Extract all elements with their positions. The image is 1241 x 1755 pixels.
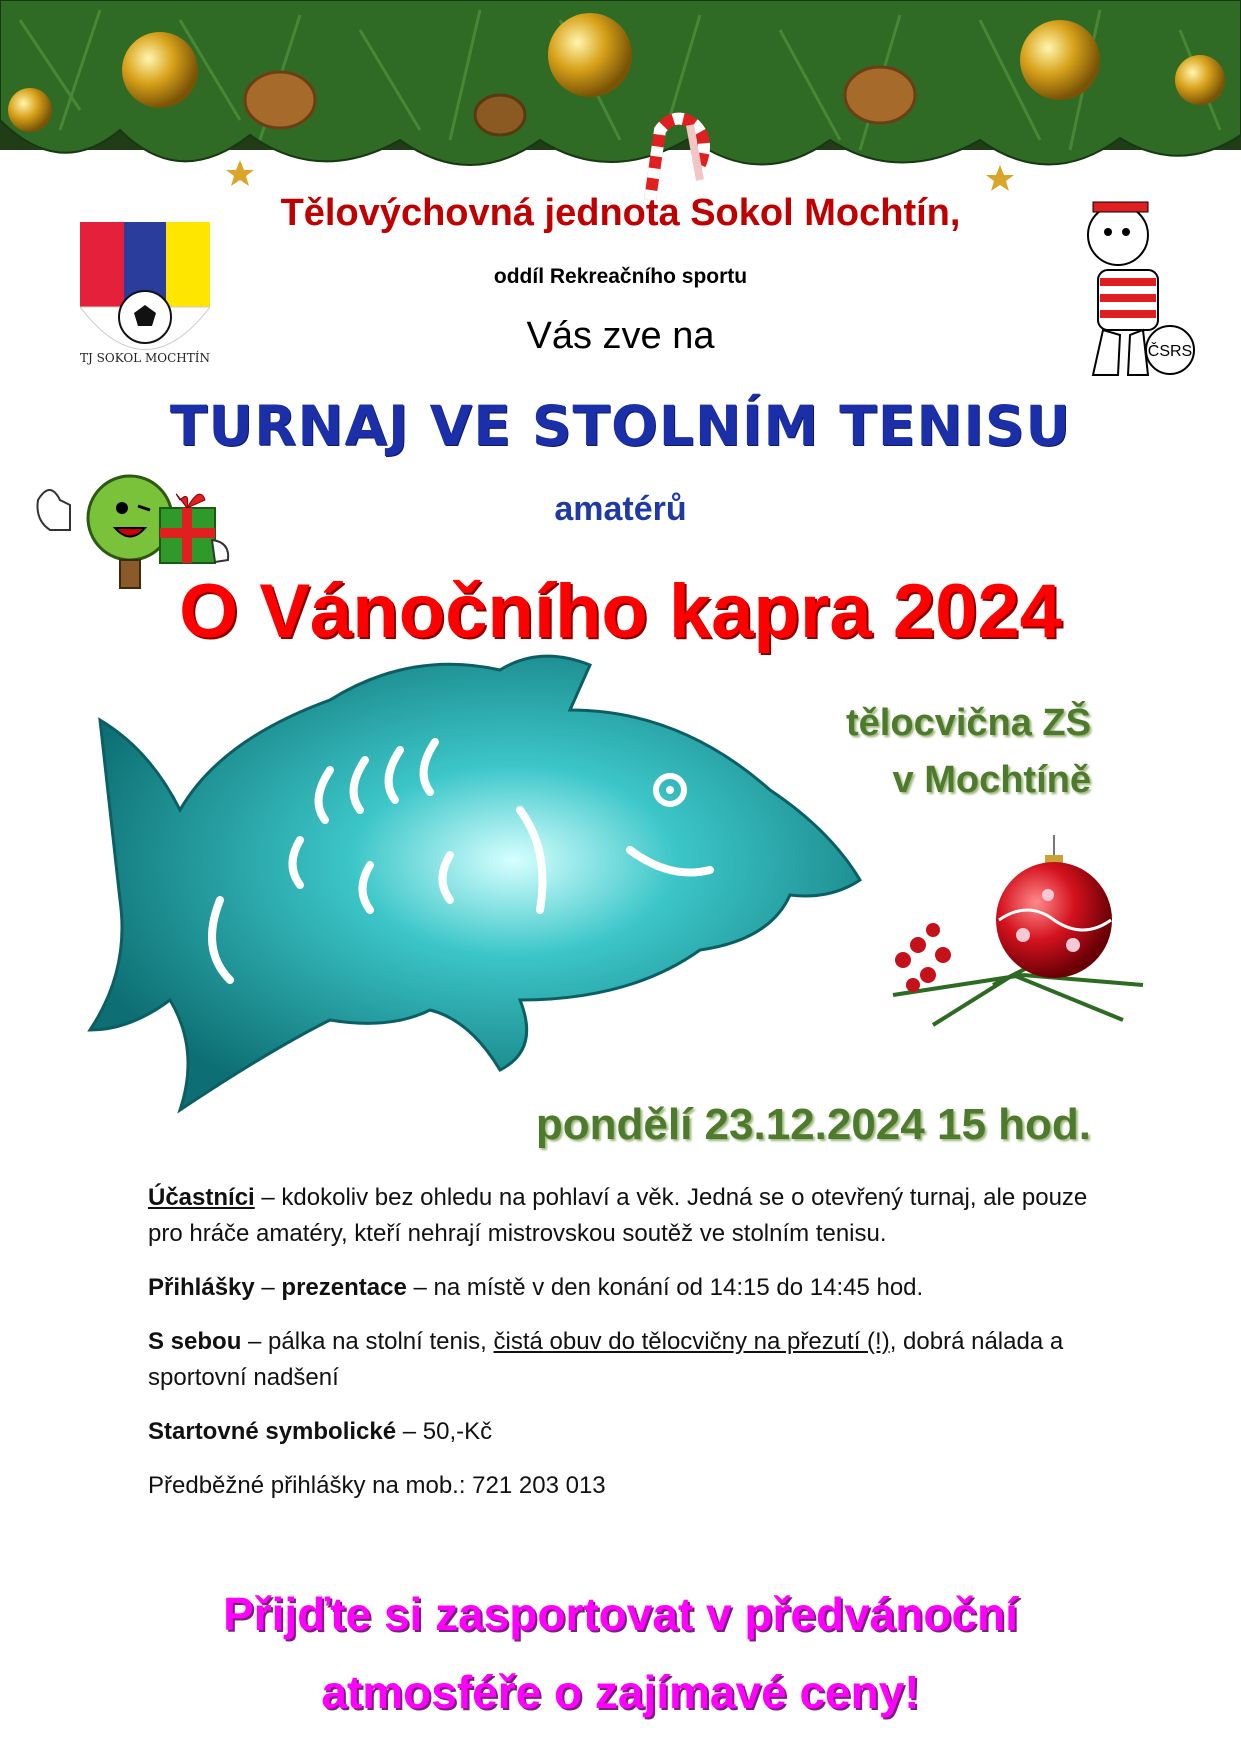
fee-paragraph <box>148 1414 1088 1450</box>
fee-text: – 50,-Kč <box>396 1418 493 1445</box>
venue-line-2: v Mochtíně <box>892 759 1091 801</box>
participants-label: Účastníci <box>148 1184 255 1211</box>
registration-paragraph <box>148 1270 1088 1306</box>
christmas-garland-decoration <box>0 0 1241 200</box>
registration-text: – na místě v den konání od 14:15 do 14:45 hod. <box>406 1274 924 1301</box>
invite-text: Vás zve na <box>526 315 715 357</box>
christmas-bauble-decoration <box>873 835 1148 1030</box>
venue <box>846 695 1091 809</box>
bring-paragraph <box>148 1324 1088 1396</box>
event-info <box>148 1180 1088 1522</box>
venue-line-1: tělocvična ZŠ <box>846 702 1091 744</box>
carp-fish-illustration <box>70 650 870 1120</box>
participants-paragraph <box>148 1180 1088 1252</box>
organization-name: Tělovýchovná jednota Sokol Mochtín, <box>280 192 961 234</box>
registration-separator: – <box>254 1274 282 1301</box>
cup-name: O Vánočního kapra 2024 <box>179 569 1062 654</box>
closing-message <box>0 1575 1241 1731</box>
participants-text: – kdokoliv bez ohledu na pohlaví a věk. Jedná se o otevřený turnaj, ale pouze pro hráče amatéry, kteří nehrají mistrovskou soutěž ve stolním tenisu. <box>148 1184 1088 1247</box>
registration-label-2: prezentace <box>281 1274 407 1301</box>
bring-text-2: , dobrá nálada a sportovní nadšení <box>148 1328 1064 1391</box>
department-name: oddíl Rekreačního sportu <box>493 265 748 288</box>
bring-text-1: – pálka na stolní tenis, <box>241 1328 494 1355</box>
bring-label: S sebou <box>148 1328 242 1355</box>
tournament-subtitle: amatérů <box>554 490 687 528</box>
registration-label: Přihlášky <box>148 1274 255 1301</box>
club-logo-text: TJ SOKOL MOCHTÍN <box>80 351 210 365</box>
fee-label: Startovné symbolické <box>148 1418 397 1445</box>
closing-line-2: atmosféře o zajímavé ceny! <box>321 1666 920 1718</box>
mascot-logo-text: ČSRS <box>1147 343 1193 360</box>
sokol-mochtin-club-logo <box>80 222 210 382</box>
closing-line-1: Přijďte si zasportovat v předvánoční <box>223 1588 1018 1640</box>
preregistration-paragraph: Předběžné přihlášky na mob.: 721 203 013 <box>148 1472 606 1499</box>
event-date: pondělí 23.12.2024 15 hod. <box>535 1100 1091 1149</box>
bring-underlined: čistá obuv do tělocvičny na přezutí (!) <box>493 1328 890 1355</box>
tournament-title: TURNAJ VE STOLNÍM TENISU <box>169 394 1072 458</box>
